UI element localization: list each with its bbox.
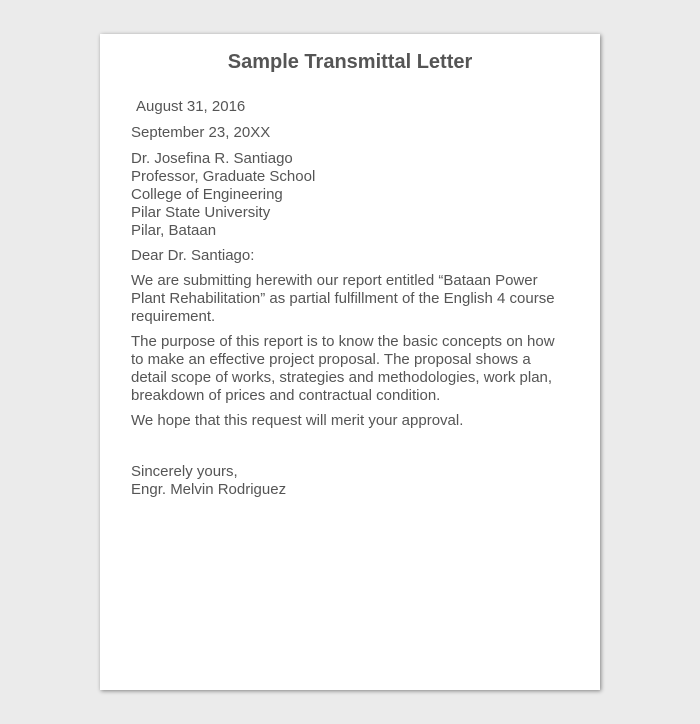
paragraph-2-line: to make an effective project proposal. The proposal shows a (131, 351, 531, 368)
signature-name: Engr. Melvin Rodriguez (131, 481, 287, 498)
paragraph-2-line: The purpose of this report is to know the basic concepts on how (131, 333, 555, 350)
recipient-location: Pilar, Bataan (131, 222, 217, 239)
document-title: Sample Transmittal Letter (227, 51, 473, 73)
paragraph-1-line: requirement. (131, 308, 216, 325)
paragraph-1-line: We are submitting herewith our report entitled “Bataan Power (131, 272, 538, 289)
paragraph-2-line: detail scope of works, strategies and methodologies, work plan, (131, 369, 553, 386)
recipient-name: Dr. Josefina R. Santiago (131, 150, 293, 167)
date-line-2: September 23, 20XX (131, 124, 271, 141)
recipient-college: College of Engineering (131, 186, 283, 203)
recipient-title: Professor, Graduate School (131, 168, 316, 185)
paragraph-1-line: Plant Rehabilitation” as partial fulfillment of the English 4 course (131, 290, 555, 307)
salutation: Dear Dr. Santiago: (131, 247, 255, 264)
date-line-1: August 31, 2016 (136, 98, 246, 115)
recipient-university: Pilar State University (131, 204, 271, 221)
closing: Sincerely yours, (131, 463, 238, 480)
document-page (100, 34, 600, 690)
paragraph-2-line: breakdown of prices and contractual condition. (131, 387, 441, 404)
paragraph-3: We hope that this request will merit your approval. (131, 412, 464, 429)
